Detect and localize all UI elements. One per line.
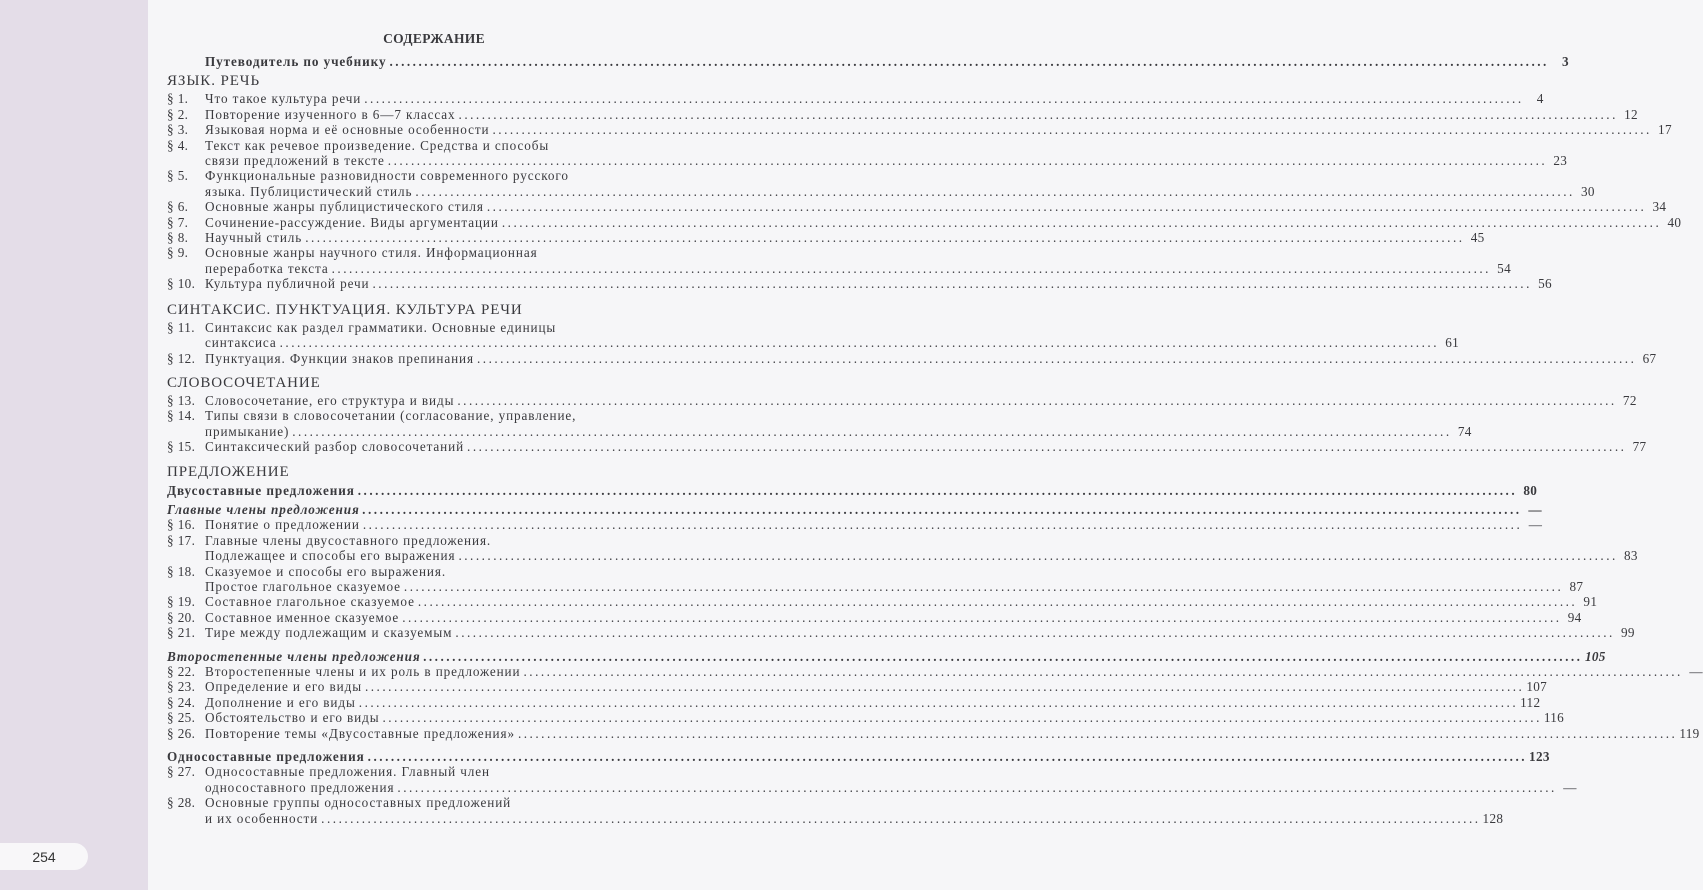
toc-entry [167, 230, 1485, 246]
toc-subgroup [167, 648, 1606, 664]
page-ref: 112 [1520, 694, 1541, 710]
section-number: § 10. [167, 276, 196, 292]
entry-title: Основные жанры публицистического стиля [205, 199, 484, 215]
toc-entry [167, 764, 1577, 795]
toc-intro [167, 54, 1569, 69]
section-number: § 8. [167, 230, 189, 246]
dot-leader: ........................................................................................................................................................................................................ [458, 548, 1618, 564]
entry-title: односоставного предложения [205, 779, 395, 795]
dot-leader: ........................................................................................................................................................................................................ [362, 517, 1523, 533]
toc-entry [167, 594, 1598, 610]
entry-title: Типы связи в словосочетании (согласование, управление, [205, 408, 577, 424]
toc-entry [167, 679, 1548, 695]
page-ref: 54 [1497, 260, 1511, 276]
toc-title: СОДЕРЖАНИЕ [383, 31, 485, 46]
page-ref: 40 [1667, 214, 1682, 230]
section-number: § 2. [167, 106, 189, 122]
toc-part [167, 72, 661, 91]
section-number: § 25. [167, 710, 196, 726]
section-number: § 15. [167, 439, 196, 455]
toc-entry [167, 517, 1543, 533]
section-number: § 18. [167, 563, 196, 579]
page-ref: — [1689, 664, 1703, 679]
dot-leader: ........................................................................................................................................................................................................ [358, 694, 1519, 710]
section-number: § 24. [167, 694, 196, 710]
page-number: 254 [0, 843, 88, 870]
dot-leader: ........................................................................................................................................................................................................ [486, 199, 1647, 215]
dot-leader: ........................................................................................................................................................................................................ [476, 350, 1637, 366]
page-ref: 23 [1553, 153, 1568, 169]
toc-entry [167, 392, 1637, 408]
section-number: § 4. [167, 137, 189, 153]
page-ref: 61 [1445, 335, 1459, 351]
toc-entry [167, 795, 1504, 826]
page-ref: 77 [1632, 439, 1647, 455]
page-ref: 67 [1642, 350, 1657, 366]
page-ref: 83 [1624, 548, 1638, 564]
page-ref: 87 [1569, 578, 1584, 594]
toc-entry [167, 319, 1459, 351]
entry-title: Повторение изученного в 6—7 классах [205, 106, 456, 122]
entry-title: Синтаксический разбор словосочетаний [205, 439, 465, 455]
section-number: § 19. [167, 594, 196, 610]
dot-leader: ........................................................................................................................................................................................................ [321, 810, 1481, 826]
dot-leader: ........................................................................................................................................................................................................ [364, 91, 1524, 107]
page-ref: 123 [1529, 749, 1550, 765]
entry-title: ПРЕДЛОЖЕНИЕ [167, 463, 290, 480]
table-of-contents [167, 31, 1703, 826]
dot-leader: ........................................................................................................................................................................................................ [292, 423, 1452, 439]
entry-title: Текст как речевое произведение. Средства и способы [205, 137, 550, 153]
entry-title: Составное глагольное сказуемое [205, 594, 415, 610]
toc-entry [167, 664, 1703, 679]
dot-leader: ........................................................................................................................................................................................................ [417, 594, 1578, 610]
entry-title: Определение и его виды [205, 679, 362, 695]
dot-leader: ........................................................................................................................................................................................................ [364, 679, 1525, 695]
page-ref: 107 [1526, 679, 1548, 695]
section-number: § 6. [167, 199, 189, 215]
page-ref: 34 [1652, 199, 1667, 215]
page-ref: 74 [1457, 423, 1472, 439]
toc-group [167, 482, 1538, 498]
toc-entry [167, 245, 1511, 276]
dot-leader: ........................................................................................................................................................................................................ [523, 664, 1683, 679]
toc-entry [167, 214, 1682, 230]
dot-leader: ........................................................................................................................................................................................................ [372, 276, 1532, 292]
section-number: § 27. [167, 764, 196, 780]
page-ref: 12 [1624, 106, 1638, 122]
entry-title: Составное именное сказуемое [205, 609, 400, 625]
toc-entry [167, 609, 1582, 625]
section-number: § 14. [167, 408, 196, 424]
entry-title: Путеводитель по учебнику [205, 54, 387, 69]
toc-subgroup [167, 501, 1543, 517]
entry-title: Понятие о предложении [205, 517, 360, 533]
page-ref: 72 [1622, 392, 1637, 408]
page-ref: 105 [1584, 648, 1606, 664]
toc-group [167, 749, 1550, 765]
section-number: § 26. [167, 725, 196, 741]
entry-title: Основные группы односоставных предложений [205, 795, 512, 811]
section-number: § 12. [167, 350, 196, 366]
section-number: § 11. [167, 319, 195, 335]
dot-leader: ........................................................................................................................................................................................................ [357, 482, 1518, 498]
entry-title: Главные члены двусоставного предложения. [205, 532, 492, 548]
toc-entry [167, 137, 1568, 169]
entry-title: синтаксиса [205, 335, 277, 351]
toc-entry [167, 563, 1584, 595]
toc-entry [167, 710, 1565, 726]
dot-leader: ........................................................................................................................................................................................................ [402, 609, 1562, 625]
dot-leader: ........................................................................................................................................................................................................ [367, 749, 1528, 765]
entry-title: переработка текста [205, 260, 329, 276]
entry-title: Односоставные предложения [167, 749, 365, 765]
section-number: § 21. [167, 625, 196, 641]
toc-entry [167, 694, 1541, 710]
dot-leader: ........................................................................................................................................................................................................ [492, 122, 1652, 138]
entry-title: Сочинение-рассуждение. Виды аргументации [205, 214, 499, 230]
entry-title: Культура публичной речи [205, 276, 370, 292]
dot-leader: ........................................................................................................................................................................................................ [415, 183, 1575, 199]
section-number: § 17. [167, 532, 196, 548]
page-ref: 17 [1658, 122, 1672, 138]
page-ref: 119 [1679, 725, 1700, 741]
page-ref: 128 [1482, 810, 1504, 826]
entry-title: Односоставные предложения. Главный член [205, 764, 490, 780]
toc-entry [167, 625, 1635, 641]
toc-entry [167, 106, 1638, 122]
entry-title: Основные жанры научного стиля. Информационная [205, 245, 538, 261]
entry-title: Научный стиль [205, 230, 303, 246]
section-number: § 3. [167, 122, 189, 138]
toc-part [167, 463, 661, 482]
section-number: § 7. [167, 214, 189, 230]
entry-title: СЛОВОСОЧЕТАНИЕ [167, 374, 321, 391]
entry-title: Обстоятельство и его виды [205, 710, 380, 726]
entry-title: примыкание) [205, 423, 290, 439]
section-number: § 5. [167, 168, 189, 184]
dot-leader: ........................................................................................................................................................................................................ [517, 725, 1678, 741]
toc-entry [167, 350, 1657, 366]
entry-title: Языковая норма и её основные особенности [205, 122, 490, 138]
section-number: § 28. [167, 795, 196, 811]
dot-leader: ........................................................................................................................................................................................................ [458, 106, 1618, 122]
page-ref: 56 [1538, 276, 1552, 292]
toc-part-wide [167, 300, 661, 320]
dot-leader: ........................................................................................................................................................................................................ [467, 439, 1627, 455]
page-ref: 94 [1567, 609, 1582, 625]
dot-leader: ........................................................................................................................................................................................................ [403, 578, 1564, 594]
page-ref: — [1528, 517, 1543, 533]
page-ref: 99 [1620, 625, 1635, 641]
page-ref: 80 [1523, 482, 1538, 498]
dot-leader: ........................................................................................................................................................................................................ [305, 230, 1465, 246]
page-ref: 116 [1543, 710, 1565, 726]
entry-title: Главные члены предложения [167, 501, 360, 517]
section-number: § 13. [167, 392, 196, 408]
entry-title: Подлежащее и способы его выражения [205, 548, 456, 564]
section-number: § 20. [167, 609, 196, 625]
dot-leader: ........................................................................................................................................................................................................ [387, 153, 1548, 169]
section-number: § 1. [167, 91, 189, 107]
dot-leader: ........................................................................................................................................................................................................ [331, 260, 1491, 276]
page-ref: — [1563, 779, 1577, 795]
section-number: § 9. [167, 245, 189, 261]
page-ref: 45 [1470, 230, 1485, 246]
toc-entry [167, 122, 1672, 138]
page-margin-strip [0, 0, 148, 890]
dot-leader: ........................................................................................................................................................................................................ [389, 54, 1549, 69]
page-ref: 3 [1561, 54, 1569, 69]
entry-title: Дополнение и его виды [205, 694, 356, 710]
entry-title: Второстепенные члены предложения [167, 648, 421, 664]
dot-leader: ........................................................................................................................................................................................................ [397, 779, 1557, 795]
toc-entry [167, 408, 1472, 439]
entry-title: Что такое культура речи [205, 91, 362, 107]
toc-entry [167, 439, 1647, 455]
page-ref: — [1528, 501, 1543, 517]
entry-title: Тире между подлежащим и сказуемым [205, 625, 453, 641]
entry-title: ЯЗЫК. РЕЧЬ [167, 73, 260, 90]
entry-title: Сказуемое и способы его выражения. [205, 563, 447, 579]
section-number: § 22. [167, 664, 196, 679]
dot-leader: ........................................................................................................................................................................................................ [279, 335, 1439, 351]
entry-title: Повторение темы «Двусоставные предложения» [205, 725, 515, 741]
entry-title: СИНТАКСИС. ПУНКТУАЦИЯ. КУЛЬТУРА РЕЧИ [167, 301, 523, 318]
dot-leader: ........................................................................................................................................................................................................ [455, 625, 1615, 641]
dot-leader: ........................................................................................................................................................................................................ [501, 214, 1662, 230]
entry-title: Двусоставные предложения [167, 482, 355, 498]
entry-title: Второстепенные члены и их роль в предложении [205, 664, 521, 679]
toc-entry [167, 199, 1667, 215]
entry-title: Функциональные разновидности современного русского [205, 168, 569, 184]
section-number: § 16. [167, 517, 196, 533]
dot-leader: ........................................................................................................................................................................................................ [382, 710, 1542, 726]
toc-entry [167, 91, 1544, 107]
section-number: § 23. [167, 679, 196, 695]
entry-title: Синтаксис как раздел грамматики. Основные единицы [205, 319, 557, 335]
entry-title: Пунктуация. Функции знаков препинания [205, 350, 474, 366]
entry-title: Простое глагольное сказуемое [205, 578, 401, 594]
dot-leader: ........................................................................................................................................................................................................ [423, 648, 1583, 664]
toc-entry [167, 168, 1595, 199]
toc-entry [167, 725, 1700, 741]
entry-title: и их особенности [205, 810, 319, 826]
dot-leader: ........................................................................................................................................................................................................ [457, 392, 1617, 408]
entry-title: Словосочетание, его структура и виды [205, 392, 455, 408]
page-ref: 4 [1536, 91, 1544, 107]
page-ref: 91 [1583, 594, 1598, 610]
page-ref: 30 [1580, 183, 1595, 199]
entry-title: языка. Публицистический стиль [205, 183, 413, 199]
entry-title: связи предложений в тексте [205, 153, 385, 169]
toc-entry [167, 276, 1552, 292]
toc-part [167, 374, 661, 393]
toc-entry [167, 532, 1638, 564]
dot-leader: ........................................................................................................................................................................................................ [362, 501, 1523, 517]
